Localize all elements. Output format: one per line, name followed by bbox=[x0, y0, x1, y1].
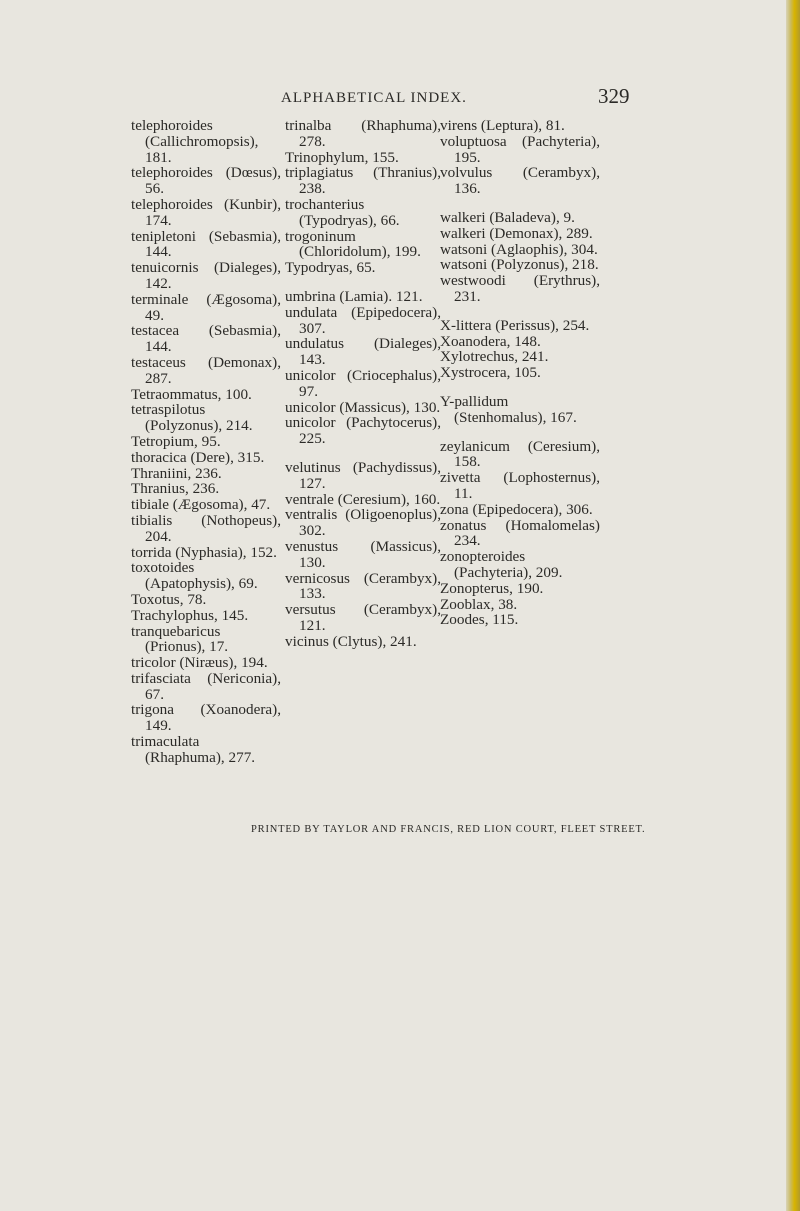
index-entry: telephoroides (Kunbir), 174. bbox=[131, 195, 281, 229]
index-entry: Thraniini, 236. bbox=[131, 464, 222, 482]
index-entry: tibiale (Ægosoma), 47. bbox=[131, 496, 271, 514]
index-entry: undulatus (Dialeges), 143. bbox=[285, 335, 441, 369]
index-entry: testacea (Sebasmia), 144. bbox=[131, 322, 281, 356]
index-entry: Toxotus, 78. bbox=[131, 590, 207, 608]
index-entry: unicolor (Massicus), 130. bbox=[285, 398, 441, 416]
index-entry: tenipletoni (Sebasmia), 144. bbox=[131, 227, 281, 261]
index-entry: unicolor (Pachytocerus), 225. bbox=[285, 414, 441, 448]
index-entry: zonatus (Homalomelas) 234. bbox=[440, 516, 600, 550]
index-entry: Zoodes, 115. bbox=[440, 611, 519, 629]
index-entry: venustus (Massicus), 130. bbox=[285, 537, 441, 571]
index-entry: watsoni (Polyzonus), 218. bbox=[440, 256, 599, 274]
index-entry: volvulus (Cerambyx), 136. bbox=[440, 164, 600, 198]
index-entry: tranquebaricus (Prionus), 17. bbox=[131, 622, 229, 656]
index-entry: Xoanodera, 148. bbox=[440, 332, 541, 350]
index-column-2 bbox=[285, 118, 441, 650]
index-entry: unicolor (Criocephalus), 97. bbox=[285, 366, 441, 400]
index-entry: versutus (Cerambyx), 121. bbox=[285, 601, 441, 634]
index-entry: Zooblax, 38. bbox=[440, 595, 518, 613]
running-title: ALPHABETICAL INDEX. bbox=[281, 90, 467, 106]
index-entry: virens (Leptura), 81. bbox=[440, 117, 565, 134]
index-entry: vernicosus (Cerambyx), 133. bbox=[285, 569, 441, 603]
index-entry: toxotoides (Apatophysis), 69. bbox=[131, 559, 258, 593]
index-entry: Xystrocera, 105. bbox=[440, 364, 541, 382]
index-entry: tetraspilotus (Polyzonus), 214. bbox=[131, 401, 253, 435]
index-entry: Zonopterus, 190. bbox=[440, 579, 544, 597]
index-entry: Y-pallidum (Stenhomalus), 167. bbox=[440, 392, 577, 426]
page-edge-strip bbox=[786, 0, 800, 1211]
index-entry: Typodryas, 65. bbox=[285, 259, 376, 277]
index-entry: tenuicornis (Dialeges), 142. bbox=[131, 259, 281, 292]
index-entry: walkeri (Baladeva), 9. bbox=[440, 208, 575, 226]
index-entry: trigona (Xoanodera), 149. bbox=[131, 701, 281, 735]
index-entry: Thranius, 236. bbox=[131, 480, 220, 498]
index-entry: ventralis (Oligoenoplus), 302. bbox=[285, 506, 441, 540]
index-entry: walkeri (Demonax), 289. bbox=[440, 224, 593, 242]
index-column-3 bbox=[440, 118, 600, 628]
index-entry: Xylotrechus, 241. bbox=[440, 348, 549, 366]
index-entry: telephoroides (Callichromopsis), 181. bbox=[131, 117, 259, 166]
index-entry: trimaculata (Rhaphuma), 277. bbox=[131, 733, 256, 766]
index-entry: triplagiatus (Thranius), 238. bbox=[285, 164, 441, 198]
index-entry: trochanterius (Typodryas), 66. bbox=[285, 195, 400, 229]
index-entry: trogoninum (Chloridolum), 199. bbox=[285, 227, 421, 261]
index-entry: trifasciata (Nericonia), 67. bbox=[131, 669, 281, 703]
index-entry: X-littera (Perissus), 254. bbox=[440, 316, 590, 334]
index-entry: thoracica (Dere), 315. bbox=[131, 448, 265, 466]
index-entry: voluptuosa (Pachyteria), 195. bbox=[440, 132, 600, 166]
index-entry: Tetropium, 95. bbox=[131, 432, 221, 450]
index-column-1 bbox=[131, 118, 281, 766]
index-entry: zivetta (Lophosternus), 11. bbox=[440, 469, 600, 502]
page-number: 329 bbox=[598, 84, 630, 108]
index-entry: torrida (Nyphasia), 152. bbox=[131, 543, 277, 561]
index-entry: testaceus (Demonax), 287. bbox=[131, 353, 281, 387]
index-entry: undulata (Epipedocera), 307. bbox=[285, 303, 441, 337]
index-entry: zeylanicum (Ceresium), 158. bbox=[440, 437, 600, 471]
index-entry: umbrina (Lamia). 121. bbox=[285, 287, 423, 305]
index-entry: terminale (Ægosoma), 49. bbox=[131, 290, 281, 324]
index-entry: ventrale (Ceresium), 160. bbox=[285, 490, 441, 508]
index-entry: zonopteroides (Pachyteria), 209. bbox=[440, 548, 563, 581]
index-entry: watsoni (Aglaophis), 304. bbox=[440, 240, 598, 258]
index-entry: Trinophylum, 155. bbox=[285, 148, 399, 166]
index-entry: zona (Epipedocera), 306. bbox=[440, 500, 593, 518]
index-entry: tricolor (Niræus), 194. bbox=[131, 654, 268, 672]
index-entry: tibialis (Nothopeus), 204. bbox=[131, 511, 281, 545]
index-entry: velutinus (Pachydissus), 127. bbox=[285, 458, 441, 492]
index-entry: westwoodi (Erythrus), 231. bbox=[440, 272, 600, 305]
index-entry: Tetraommatus, 100. bbox=[131, 385, 252, 403]
index-entry: telephoroides (Dœsus), 56. bbox=[131, 164, 281, 198]
index-entry: Trachylophus, 145. bbox=[131, 606, 249, 624]
index-entry: vicinus (Clytus), 241. bbox=[285, 632, 417, 650]
index-entry: trinalba (Rhaphuma), 278. bbox=[285, 117, 441, 150]
printer-imprint: PRINTED BY TAYLOR AND FRANCIS, RED LION COURT, FLEET STREET. bbox=[251, 824, 646, 835]
